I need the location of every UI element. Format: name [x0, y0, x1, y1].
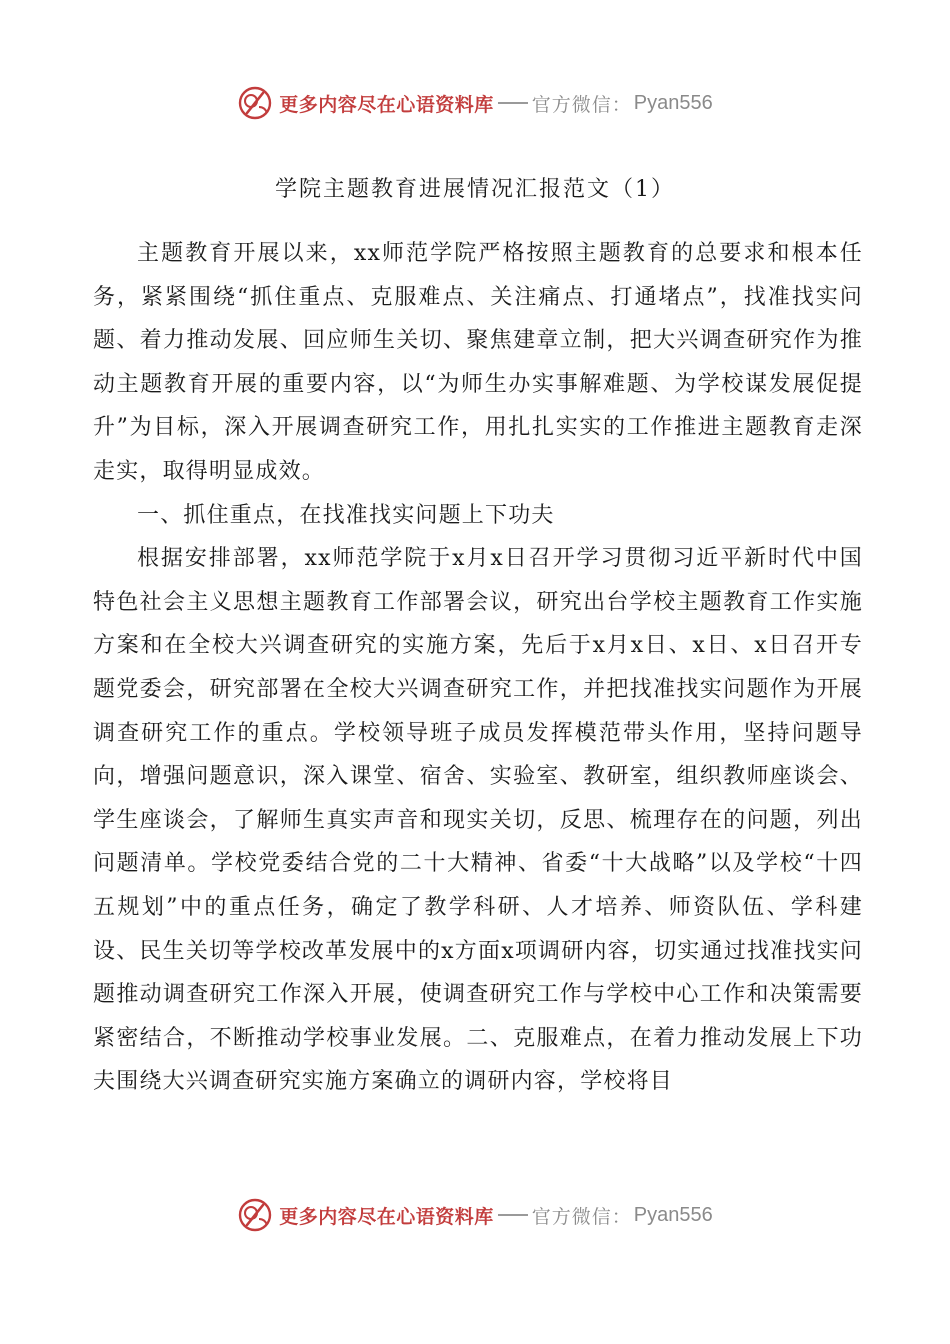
watermark-dash [498, 102, 528, 104]
watermark-dash [498, 1214, 528, 1216]
document-body [93, 232, 863, 1104]
header-watermark [0, 79, 950, 127]
footer-watermark [0, 1191, 950, 1239]
paragraph-intro: 主题教育开展以来，xx师范学院严格按照主题教育的总要求和根本任务，紧紧围绕“抓住重点、克服难点、关注痛点、打通堵点”，找准找实问题、着力推动发展、回应师生关切、聚焦建章立制，把大兴调查研究作为推动主题教育开展的重要内容，以“为师生办实事解难题、为学校谋发展促提升”为目标，深入开展调查研究工作，用扎扎实实的工作推进主题教育走深走实，取得明显成效。 [93, 241, 863, 484]
watermark-wechat-id: Pyan556 [633, 91, 713, 114]
logo-icon [237, 1197, 273, 1233]
logo-icon [237, 85, 273, 121]
section-heading-1: 一、抓住重点，在找准找实问题上下功夫 [137, 502, 555, 528]
watermark-site-text: 更多内容尽在心语资料库 [279, 1205, 494, 1228]
watermark-wechat-label: 官方微信： [531, 1205, 632, 1228]
watermark-wechat-id: Pyan556 [633, 1203, 713, 1226]
watermark-site-text: 更多内容尽在心语资料库 [279, 93, 494, 116]
paragraph-section-1: 根据安排部署，xx师范学院于x月x日召开学习贯彻习近平新时代中国特色社会主义思想主题教育工作部署会议，研究出台学校主题教育工作实施方案和在全校大兴调查研究的实施方案，先后于x月x日、x日、x日召开专题党委会，研究部署在全校大兴调查研究工作，并把找准找实问题作为开展调查研究工作的重点。学校领导班子成员发挥模范带头作用，坚持问题导向，增强问题意识，深入课堂、宿舍、实验室、教研室，组织教师座谈会、学生座谈会，了解师生真实声音和现实关切，反思、梳理存在的问题，列出问题清单。学校党委结合党的二十大精神、省委“十大战略”以及学校“十四五规划”中的重点任务，确定了教学科研、人才培养、师资队伍、学科建设、民生关切等学校改革发展中的x方面x项调研内容，切实通过找准找实问题推动调查研究工作深入开展，使调查研究工作与学校中心工作和决策需要紧密结合，不断推动学校事业发展。二、克服难点，在着力推动发展上下功夫围绕大兴调查研究实施方案确立的调研内容，学校将目 [93, 546, 863, 1095]
document-title: 学院主题教育进展情况汇报范文（1） [275, 177, 675, 202]
watermark-wechat-label: 官方微信： [531, 93, 632, 116]
